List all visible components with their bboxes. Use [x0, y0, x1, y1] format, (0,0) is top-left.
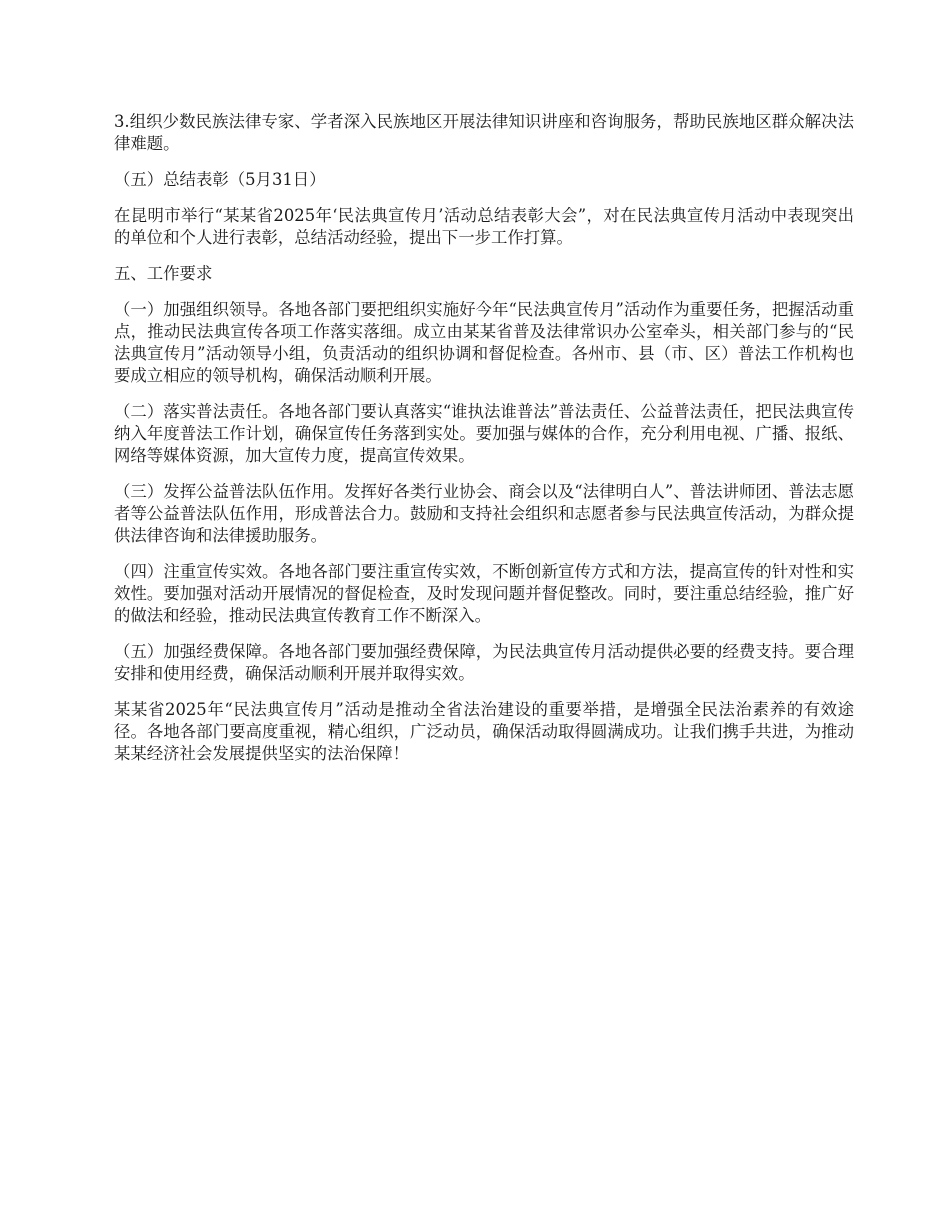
section-heading-work-requirements: 五、工作要求 — [114, 264, 213, 283]
document-page — [114, 111, 854, 779]
paragraph-organizational-leadership: （一）加强组织领导。各地各部门要把组织实施好今年“民法典宣传月”活动作为重要任务，把握活动重点，推动民法典宣传各项工作落实落细。成立由某某省普及法律常识办公室牵头，相关部门参与的“民法典宣传月”活动领导小组，负责活动的组织协调和督促检查。各州市、县（市、区）普法工作机构也要成立相应的领导机构，确保活动顺利开展。 — [114, 300, 854, 385]
paragraph-funding-guarantee: （五）加强经费保障。各地各部门要加强经费保障，为民法典宣传月活动提供必要的经费支持。要合理安排和使用经费，确保活动顺利开展并取得实效。 — [114, 642, 854, 683]
section-heading-summary-commendation: （五）总结表彰（5月31日） — [114, 170, 326, 189]
paragraph-minority-legal-experts: 3.组织少数民族法律专家、学者深入民族地区开展法律知识讲座和咨询服务，帮助民族地区群众解决法律难题。 — [114, 112, 854, 153]
paragraph-publicity-effectiveness: （四）注重宣传实效。各地各部门要注重宣传实效，不断创新宣传方式和方法，提高宣传的针对性和实效性。要加强对活动开展情况的督促检查，及时发现问题并督促整改。同时，要注重总结经验，推广好的做法和经验，推动民法典宣传教育工作不断深入。 — [114, 562, 854, 625]
paragraph-commendation-conference: 在昆明市举行“某某省2025年‘民法典宣传月’活动总结表彰大会”，对在民法典宣传月活动中表现突出的单位和个人进行表彰，总结活动经验，提出下一步工作打算。 — [114, 206, 854, 247]
paragraph-legal-responsibility: （二）落实普法责任。各地各部门要认真落实“谁执法谁普法”普法责任、公益普法责任，把民法典宣传纳入年度普法工作计划，确保宣传任务落到实处。要加强与媒体的合作，充分利用电视、广播、报纸、网络等媒体资源，加大宣传力度，提高宣传效果。 — [114, 402, 854, 465]
paragraph-conclusion: 某某省2025年“民法典宣传月”活动是推动全省法治建设的重要举措，是增强全民法治素养的有效途径。各地各部门要高度重视，精心组织，广泛动员，确保活动取得圆满成功。让我们携手共进，为推动某某经济社会发展提供坚实的法治保障！ — [114, 700, 854, 763]
paragraph-public-welfare-teams: （三）发挥公益普法队伍作用。发挥好各类行业协会、商会以及“法律明白人”、普法讲师团、普法志愿者等公益普法队伍作用，形成普法合力。鼓励和支持社会组织和志愿者参与民法典宣传活动，为群众提供法律咨询和法律援助服务。 — [114, 482, 854, 545]
